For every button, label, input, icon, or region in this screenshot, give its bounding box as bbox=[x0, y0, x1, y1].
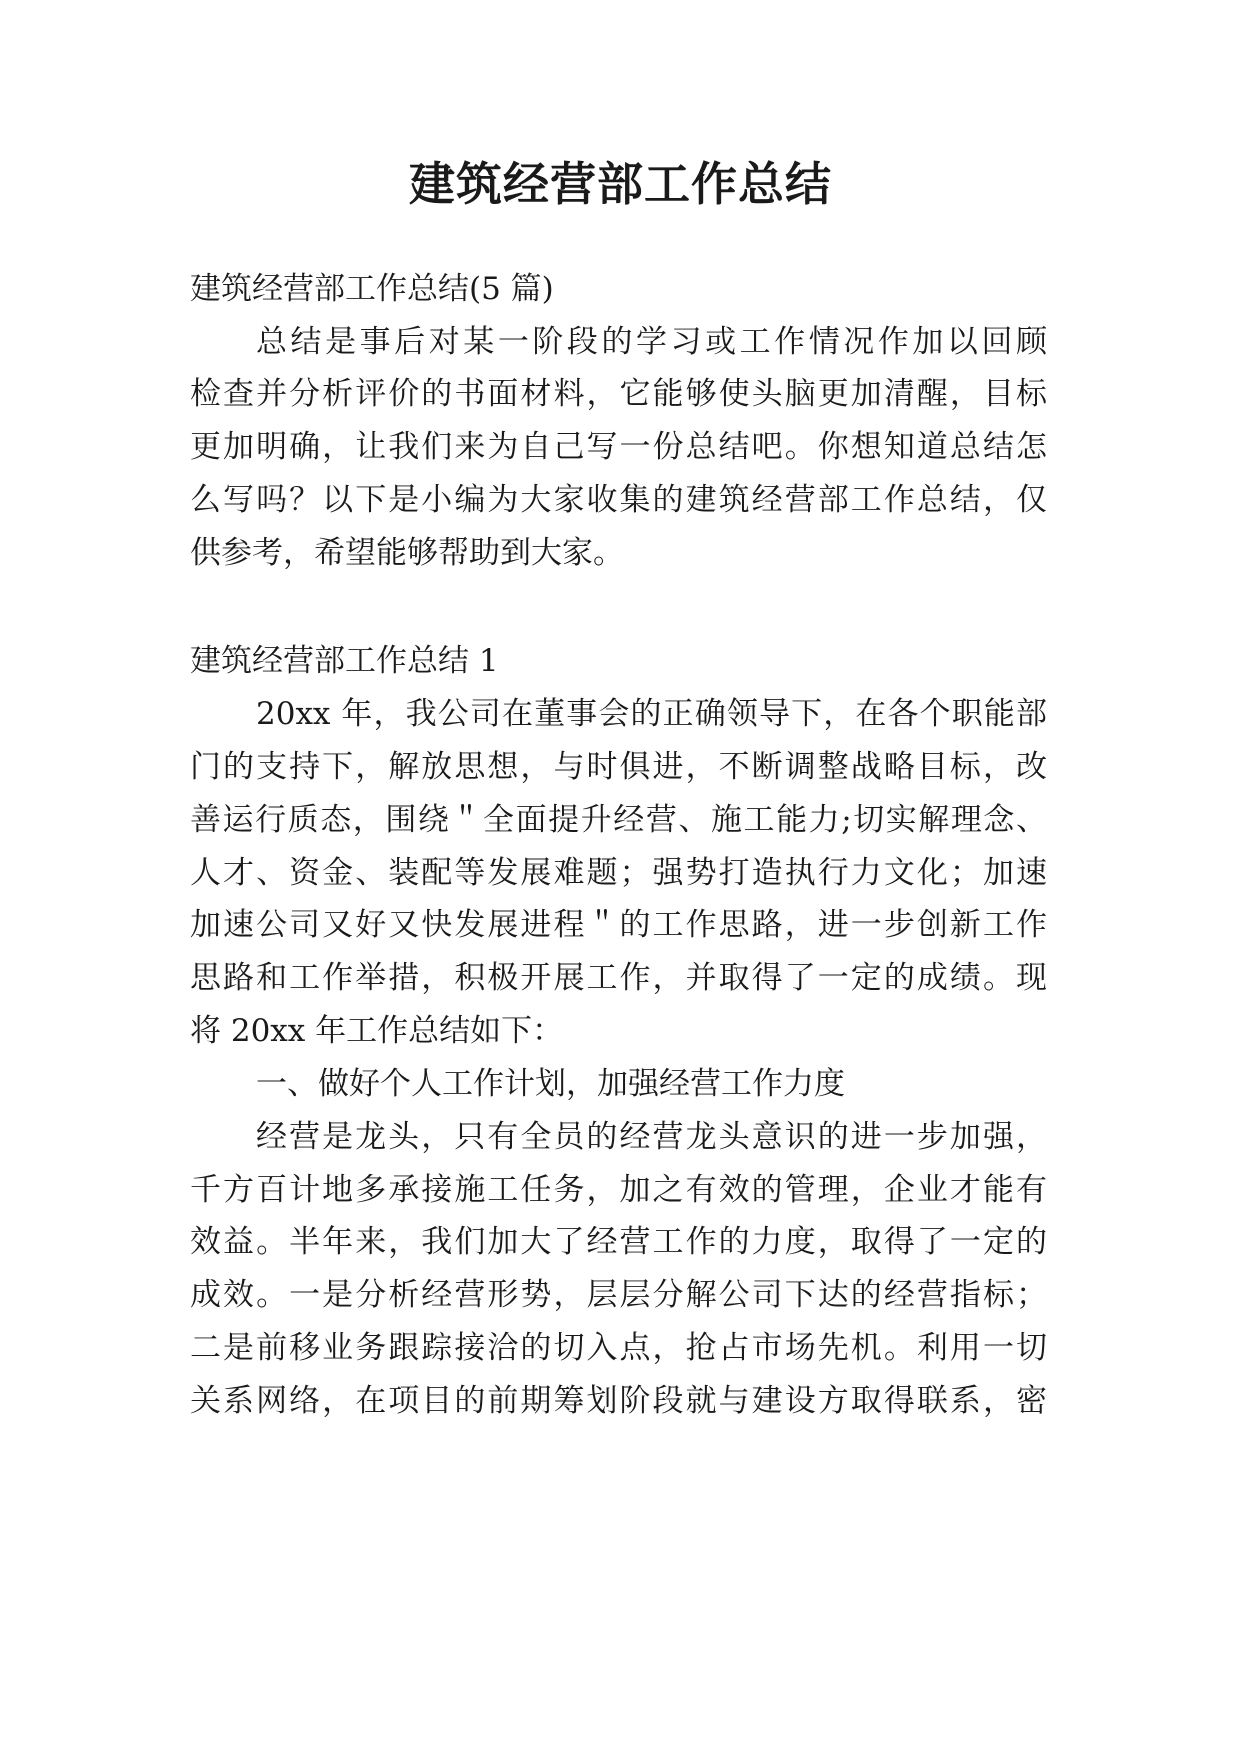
section-heading: 建筑经营部工作总结 1 bbox=[190, 643, 499, 679]
body-line: 关系网络，在项目的前期筹划阶段就与建设方取得联系，密 bbox=[190, 1383, 1047, 1419]
body-line: 善运行质态，围绕＂全面提升经营、施工能力;切实解理念、 bbox=[190, 802, 1047, 838]
document-title: 建筑经营部工作总结 bbox=[409, 157, 832, 211]
intro-line: 么写吗？以下是小编为大家收集的建筑经营部工作总结，仅 bbox=[190, 482, 1047, 518]
body-line: 二是前移业务跟踪接洽的切入点，抢占市场先机。利用一切 bbox=[190, 1330, 1047, 1366]
intro-line: 检查并分析评价的书面材料，它能够使头脑更加清醒，目标 bbox=[190, 376, 1047, 412]
intro-line: 供参考，希望能够帮助到大家。 bbox=[190, 535, 624, 571]
body-line: 思路和工作举措，积极开展工作，并取得了一定的成绩。现 bbox=[190, 960, 1047, 996]
section-heading: 建筑经营部工作总结(5 篇) bbox=[190, 271, 554, 307]
body-line: 门的支持下，解放思想，与时俱进，不断调整战略目标，改 bbox=[190, 749, 1047, 785]
body-line: 千方百计地多承接施工任务，加之有效的管理，企业才能有 bbox=[190, 1172, 1047, 1208]
body-line: 成效。一是分析经营形势，层层分解公司下达的经营指标； bbox=[190, 1277, 1047, 1313]
subsection-heading: 一、做好个人工作计划，加强经营工作力度 bbox=[256, 1066, 845, 1102]
body-line: 20xx 年，我公司在董事会的正确领导下，在各个职能部 bbox=[256, 696, 1047, 732]
body-line: 经营是龙头，只有全员的经营龙头意识的进一步加强， bbox=[256, 1119, 1047, 1155]
intro-line: 总结是事后对某一阶段的学习或工作情况作加以回顾 bbox=[256, 324, 1047, 360]
body-line: 将 20xx 年工作总结如下： bbox=[190, 1013, 564, 1049]
body-line: 效益。半年来，我们加大了经营工作的力度，取得了一定的 bbox=[190, 1224, 1047, 1260]
intro-line: 更加明确，让我们来为自己写一份总结吧。你想知道总结怎 bbox=[190, 429, 1047, 465]
body-line: 加速公司又好又快发展进程＂的工作思路，进一步创新工作 bbox=[190, 907, 1047, 943]
body-line: 人才、资金、装配等发展难题；强势打造执行力文化；加速 bbox=[190, 855, 1047, 891]
